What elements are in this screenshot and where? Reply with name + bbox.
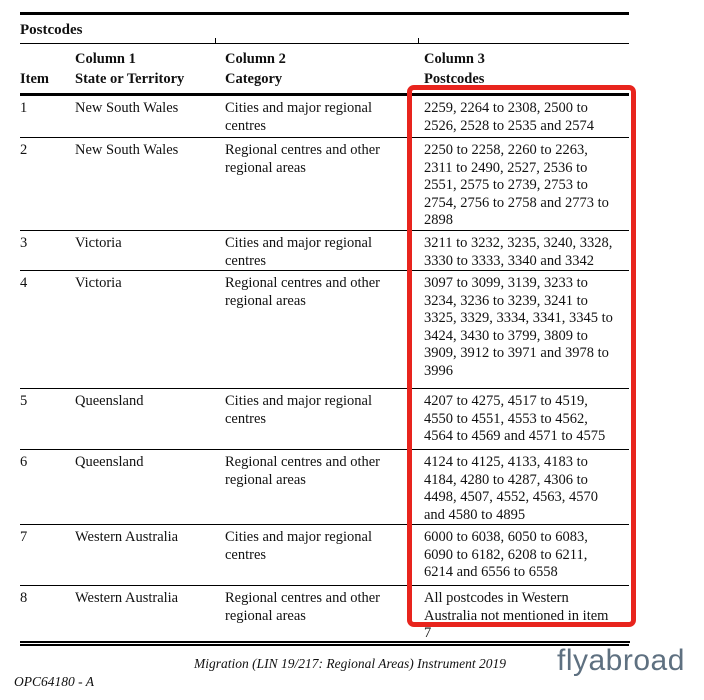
item-number: 3	[20, 235, 28, 251]
postcodes: 6000 to 6038, 6050 to 6083, 6090 to 6182, 6208 to 6211, 6214 and 6556 to 6558	[424, 529, 588, 580]
postcodes: 2250 to 2258, 2260 to 2263, 2311 to 2490, 2527, 2536 to 2551, 2575 to 2739, 2753 to 2754, 2756 to 2758 and 2773 to 2898	[424, 142, 609, 228]
state-or-territory: Queensland	[75, 454, 144, 470]
header-col3-label: Column 3	[424, 51, 485, 67]
postcodes: 4207 to 4275, 4517 to 4519, 4550 to 4551, 4553 to 4562, 4564 to 4569 and 4571 to 4575	[424, 393, 606, 444]
category: Cities and major regional centres	[225, 100, 372, 134]
item-number: 1	[20, 100, 28, 116]
table-row	[20, 231, 629, 271]
category: Regional centres and other regional areas	[225, 454, 381, 488]
document-reference: OPC64180 - A	[14, 674, 94, 689]
column-tick	[418, 38, 419, 43]
table-row	[20, 271, 629, 389]
item-number: 8	[20, 590, 28, 606]
header-col3-sub: Postcodes	[424, 71, 485, 87]
category: Cities and major regional centres	[225, 393, 372, 427]
state-or-territory: Victoria	[75, 235, 122, 251]
table-row	[20, 138, 629, 231]
category: Regional centres and other regional areas	[225, 275, 381, 309]
category: Regional centres and other regional areas	[225, 142, 381, 176]
instrument-title: Migration (LIN 19/217: Regional Areas) Instrument 2019	[194, 656, 506, 671]
header-col2-sub: Category	[225, 71, 283, 87]
header-column3	[418, 44, 629, 93]
postcodes: 3211 to 3232, 3235, 3240, 3328, 3330 to 3333, 3340 and 3342	[424, 235, 613, 269]
item-number: 5	[20, 393, 28, 409]
table-row	[20, 389, 629, 450]
category: Cities and major regional centres	[225, 235, 372, 269]
table-title-text: Postcodes	[20, 22, 83, 38]
postcodes: All postcodes in Western Australia not mentioned in item 7	[424, 590, 609, 641]
header-col1-sub: State or Territory	[75, 71, 185, 87]
column-tick	[215, 38, 216, 43]
postcodes: 2259, 2264 to 2308, 2500 to 2526, 2528 to 2535 and 2574	[424, 100, 594, 134]
item-number: 6	[20, 454, 28, 470]
state-or-territory: Western Australia	[75, 529, 179, 545]
header-col1-label: Column 1	[75, 51, 136, 67]
header-col2-label: Column 2	[225, 51, 286, 67]
table-row	[20, 450, 629, 525]
table-row	[20, 96, 629, 138]
state-or-territory: Western Australia	[75, 590, 179, 606]
item-number: 2	[20, 142, 28, 158]
footer-divider	[20, 641, 630, 643]
state-or-territory: Queensland	[75, 393, 144, 409]
category: Regional centres and other regional areas	[225, 590, 381, 624]
category: Cities and major regional centres	[225, 529, 372, 563]
flyabroad-watermark: flyabroad	[557, 644, 685, 677]
state-or-territory: New South Wales	[75, 100, 179, 116]
table-header-row	[20, 44, 629, 96]
table-row	[20, 525, 629, 586]
header-column1	[75, 44, 225, 93]
postcodes: 4124 to 4125, 4133, 4183 to 4184, 4280 to 4287, 4306 to 4498, 4507, 4552, 4563, 4570 and 4580 to 4895	[424, 454, 598, 523]
header-item-label: Item	[20, 71, 49, 87]
item-number: 4	[20, 275, 28, 291]
header-column2	[225, 44, 418, 93]
table-title	[20, 15, 629, 44]
postcodes-table	[20, 12, 629, 646]
header-item	[20, 44, 75, 93]
item-number: 7	[20, 529, 28, 545]
state-or-territory: New South Wales	[75, 142, 179, 158]
state-or-territory: Victoria	[75, 275, 122, 291]
table-row	[20, 586, 629, 646]
postcodes: 3097 to 3099, 3139, 3233 to 3234, 3236 to 3239, 3241 to 3325, 3329, 3334, 3341, 3345 to 3424, 3430 to 3799, 3809 to 3909, 3912 to 3971 and 3978 to 3996	[424, 275, 613, 379]
